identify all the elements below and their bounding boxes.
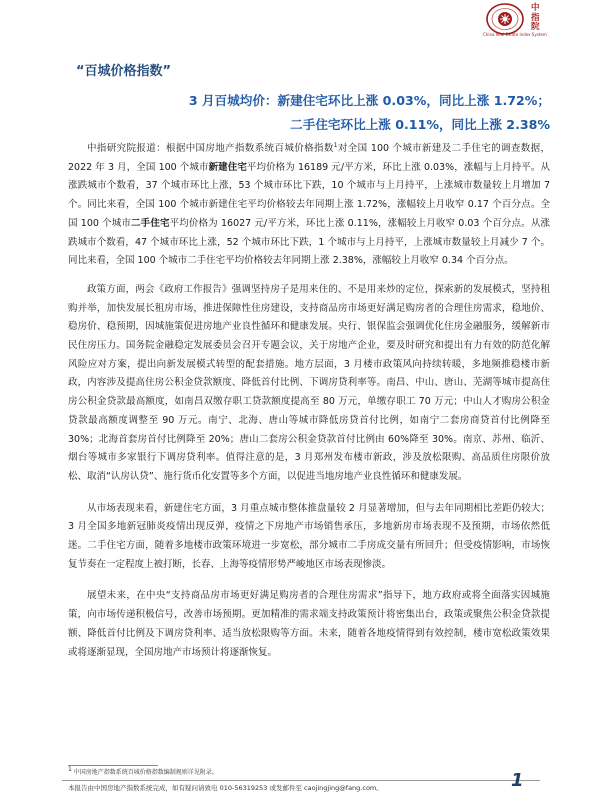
paragraph-policy: 政策方面，两会《政府工作报告》强调坚持房子是用来住的、不是用来炒的定位，探索新的发展模式，坚持租购并举，加快发展长租房市场，推进保障性住房建设，支持商品房市场更好满足购房者的合理住房需求，稳地价、稳房价、稳预期，因城施策促进房地产业良性循环和健康发展。央行、银保监会强调优化住房金融服务，缓解新市民住房压力。国务院金融稳定发展委员会召开专题会议，关于房地产企业，要及时研究和提出有力有效的防范化解风险应对方案，提出向新发展模式转型的配套措施。地方层面，3 月楼市政策风向持续转暖，多地频推稳楼市新政，内容涉及提高住房公积金贷款额度、降低首付比例、下调房贷利率等。南昌、中山、唐山、芜湖等城市提高住房公积金贷款最高额度，如南昌双缴存职工贷款额度提高至 80 万元，单缴存职工 70 万元；中山人才购房公积金贷款最高额度调整至 90 万元。南宁、北海、唐山等城市降低房贷首付比例，如南宁二套房商贷首付比例降至 30%；北海首套房首付比例降至 20%；唐山二套房公积金贷款首付比例由 60%降至 30%。南京、苏州、临沂、烟台等城市多家银行下调房贷利率。值得注意的是，3 月郑州发布楼市新政，涉及放松限购、高品质住房限价放松、取消“认房认贷”、施行货币化安置等多个方面，以促进当地房地产业良性循环和健康发展。 [68,283,550,482]
cih-logo [481,2,557,42]
footnote-number: 1 [68,766,72,773]
text-run: 对全国 100 个城市新建及二手住宅的调查数据，2022 年 3 月，全国 100 个城市 [68,143,550,173]
section-label: “百城价格指数” [76,64,172,79]
text-run: 中指研究院报道：根据中国房地产指数系统百城价格指数 [87,143,334,154]
text-run: 平均价格为 16027 元/平方米，环比上涨 0.11%，涨幅较上月收窄 0.03 个百分点。从涨跌城市个数看，47 个城市环比上涨，52 个城市环比下跌，1 个城市与上月持平，上涨城市数量较上月减少 7 个。同比来看，全国 100 个城市二手住宅平均价格较去年同期上涨 2.38%，涨幅较上月收窄 0.34 个百分点。 [68,217,550,267]
logo-subtitle: China Real Estate Index System [483,32,547,37]
logo-char: 院 [531,22,540,32]
page-number: 1 [511,770,524,791]
spacer [68,271,550,281]
article-body [68,140,550,662]
footnote-text: 中国房地产指数系统百城价格指数编制规则详见附录。 [73,769,218,776]
footnote-divider [68,765,158,766]
logo-char: 中 [531,3,540,13]
logo-char: 指 [531,12,540,23]
spacer [68,487,550,500]
paragraph-price-overview [68,140,550,271]
spacer [68,574,550,587]
footer-contact: 本报告由中国房地产指数系统完成，如有疑问请致电 010-56319253 或发邮件至 caojingjing@fang.com。 [68,784,383,792]
footnote-reference[interactable]: 1 [333,141,338,149]
footnote [68,767,218,776]
text-run: 平均价格为 16189 元/平方米，环比上涨 0.03%，涨幅与上月持平。从涨跌城市个数看，37 个城市环比上涨，53 个城市环比下跌，10 个城市与上月持平，上涨城市数量较上月增加 7 个。同比来看，全国 100 个城市新建住宅平均价格较去年同期上涨 1.72%，涨幅较上月收窄 0.17 个百分点。全国 100 个城市 [68,161,550,229]
emphasis-second-hand-housing: 二手住宅 [131,217,170,229]
paragraph-market: 从市场表现来看，新建住宅方面，3 月重点城市整体推盘量较 2 月显著增加，但与去年同期相比差距仍较大；3 月全国多地新冠肺炎疫情出现反弹，疫情之下房地产市场销售承压，多地新房市场表现不及预期，市场依然低迷。二手住宅方面，随着多地楼市政策环境进一步宽松，部分城市二手房成交量有所回升；但受疫情影响，市场恢复节奏在一定程度上被打断，长春、上海等疫情形势严峻地区市场表现惨淡。 [68,502,550,570]
headline-line-1: 3 月百城均价：新建住宅环比上涨 0.03%，同比上涨 1.72%； [188,93,550,108]
headline-line-2: 二手住宅环比上涨 0.11%，同比上涨 2.38% [290,117,550,132]
emphasis-new-housing: 新建住宅 [208,161,247,173]
paragraph-outlook: 展望未来，在中央“支持商品房市场更好满足购房者的合理住房需求”指导下，地方政府或将全面落实因城施策，向市场传递积极信号，改善市场预期。更加精准的需求端支持政策预计将密集出台，政策或聚焦公积金贷款提额、降低首付比例及下调房贷利率、适当放松限购等方面。未来，随着各地疫情得到有效控制，楼市宽松政策效果或将逐渐显现，全国房地产市场预计将逐渐恢复。 [68,590,550,658]
logo-chinese-name [531,4,551,33]
footer-divider [62,780,540,781]
